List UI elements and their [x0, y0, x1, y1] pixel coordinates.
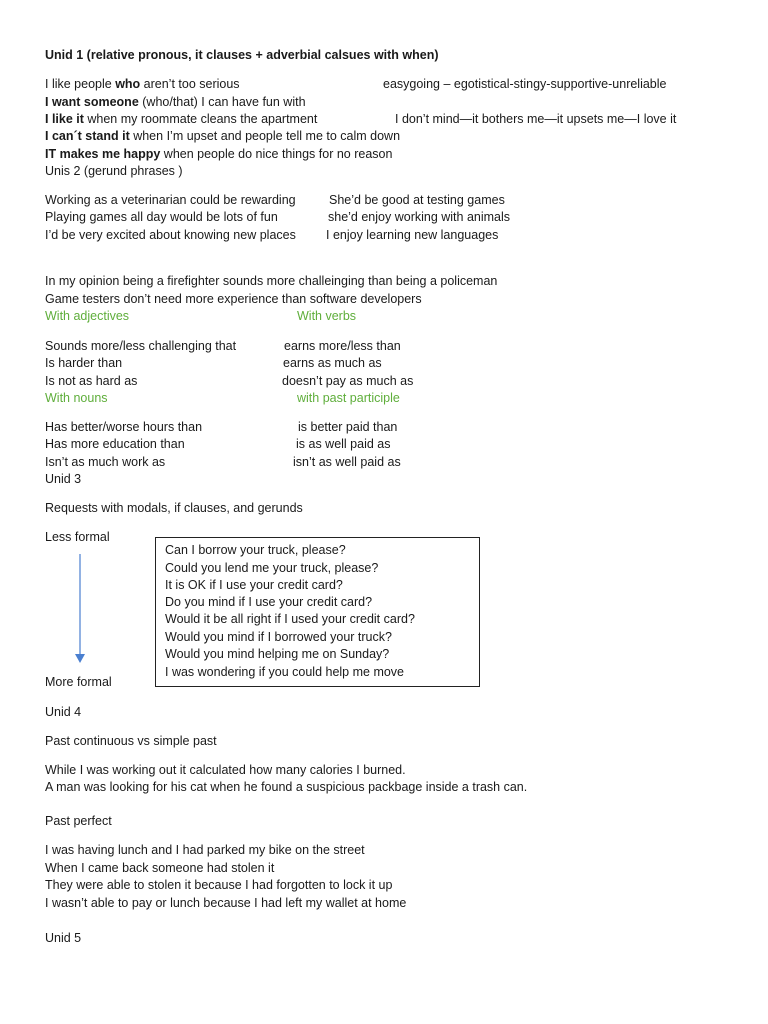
unit1-line3 — [45, 111, 317, 127]
line3-rest: when my roommate cleans the apartment — [83, 112, 318, 126]
unit2-title: Unis 2 (gerund phrases ) — [45, 164, 183, 178]
unit4-title: Unid 4 — [45, 705, 82, 719]
gerund-right-2: she’d enjoy working with animals — [328, 210, 511, 224]
gerund-left-1: Working as a veterinarian could be rewarding — [45, 193, 296, 207]
opinion-line-1: In my opinion being a firefighter sounds more challeinging than being a policeman — [45, 274, 498, 288]
unit4-subtitle: Past continuous vs simple past — [45, 734, 217, 748]
with-nouns-heading: With nouns — [45, 391, 108, 405]
gerund-left-3: I’d be very excited about knowing new places — [45, 228, 296, 242]
line4-bold: I can´t stand it — [45, 129, 130, 143]
adj-item-3: Is not as hard as — [45, 374, 138, 388]
less-formal-label: Less formal — [45, 530, 110, 544]
past-continuous-example-1: While I was working out it calculated how many calories I burned. — [45, 763, 406, 777]
gerund-right-3: I enjoy learning new languages — [326, 228, 499, 242]
feeling-scale: I don’t mind—it bothers me—it upsets me—I love it — [395, 112, 677, 126]
request-6: Would you mind if I borrowed your truck? — [165, 630, 392, 644]
line3-bold: I like it — [45, 112, 84, 126]
unit1-line2 — [45, 94, 306, 110]
with-past-participle-heading: with past participle — [297, 391, 400, 405]
unit5-title: Unid 5 — [45, 931, 82, 945]
past-continuous-example-2: A man was looking for his cat when he found a suspicious packbage inside a trash can. — [45, 780, 528, 794]
with-verbs-heading: With verbs — [297, 309, 357, 323]
noun-item-1: Has better/worse hours than — [45, 420, 203, 434]
past-perfect-heading: Past perfect — [45, 814, 112, 828]
request-5: Would it be all right if I used your credit card? — [165, 612, 415, 626]
unit3-title: Unid 3 — [45, 472, 82, 486]
unit1-title: Unid 1 (relative pronous, it clauses + adverbial calsues with when) — [45, 48, 439, 62]
line2-bold: I want someone — [45, 95, 139, 109]
pp-item-1: is better paid than — [298, 420, 398, 434]
unit3-subtitle: Requests with modals, if clauses, and gerunds — [45, 501, 303, 515]
verb-item-3: doesn’t pay as much as — [282, 374, 414, 388]
adjectives-list: easygoing – egotistical-stingy-supportive-unreliable — [383, 77, 667, 91]
gerund-right-1: She’d be good at testing games — [329, 193, 505, 207]
line1-text: I like people — [45, 77, 116, 91]
line2-rest: (who/that) I can have fun with — [138, 95, 306, 109]
unit1-line1 — [45, 76, 240, 92]
line4-rest: when I’m upset and people tell me to calm down — [129, 129, 401, 143]
past-perfect-item-3: They were able to stolen it because I had forgotten to lock it up — [45, 878, 393, 892]
past-perfect-item-2: When I came back someone had stolen it — [45, 861, 275, 875]
line5-bold: IT makes me happy — [45, 147, 161, 161]
noun-item-2: Has more education than — [45, 437, 185, 451]
more-formal-label: More formal — [45, 675, 112, 689]
past-perfect-item-4: I wasn’t able to pay or lunch because I had left my wallet at home — [45, 896, 407, 910]
formality-arrow-icon — [72, 554, 88, 664]
line5-rest: when people do nice things for no reason — [160, 147, 393, 161]
past-perfect-item-1: I was having lunch and I had parked my bike on the street — [45, 843, 365, 857]
gerund-left-2: Playing games all day would be lots of fun — [45, 210, 278, 224]
adj-item-1: Sounds more/less challenging that — [45, 339, 237, 353]
line1-rest: aren’t too serious — [140, 77, 240, 91]
pp-item-2: is as well paid as — [296, 437, 391, 451]
request-1: Can I borrow your truck, please? — [165, 543, 346, 557]
noun-item-3: Isn’t as much work as — [45, 455, 166, 469]
opinion-line-2: Game testers don’t need more experience than software developers — [45, 292, 422, 306]
verb-item-1: earns more/less than — [284, 339, 401, 353]
line1-bold: who — [115, 77, 141, 91]
pp-item-3: isn’t as well paid as — [293, 455, 401, 469]
request-8: I was wondering if you could help me move — [165, 665, 405, 679]
verb-item-2: earns as much as — [283, 356, 382, 370]
request-3: It is OK if I use your credit card? — [165, 578, 343, 592]
unit1-line4 — [45, 128, 400, 144]
with-adjectives-heading: With adjectives — [45, 309, 130, 323]
request-2: Could you lend me your truck, please? — [165, 561, 379, 575]
adj-item-2: Is harder than — [45, 356, 123, 370]
request-7: Would you mind helping me on Sunday? — [165, 647, 390, 661]
unit1-line5 — [45, 146, 392, 162]
request-4: Do you mind if I use your credit card? — [165, 595, 373, 609]
